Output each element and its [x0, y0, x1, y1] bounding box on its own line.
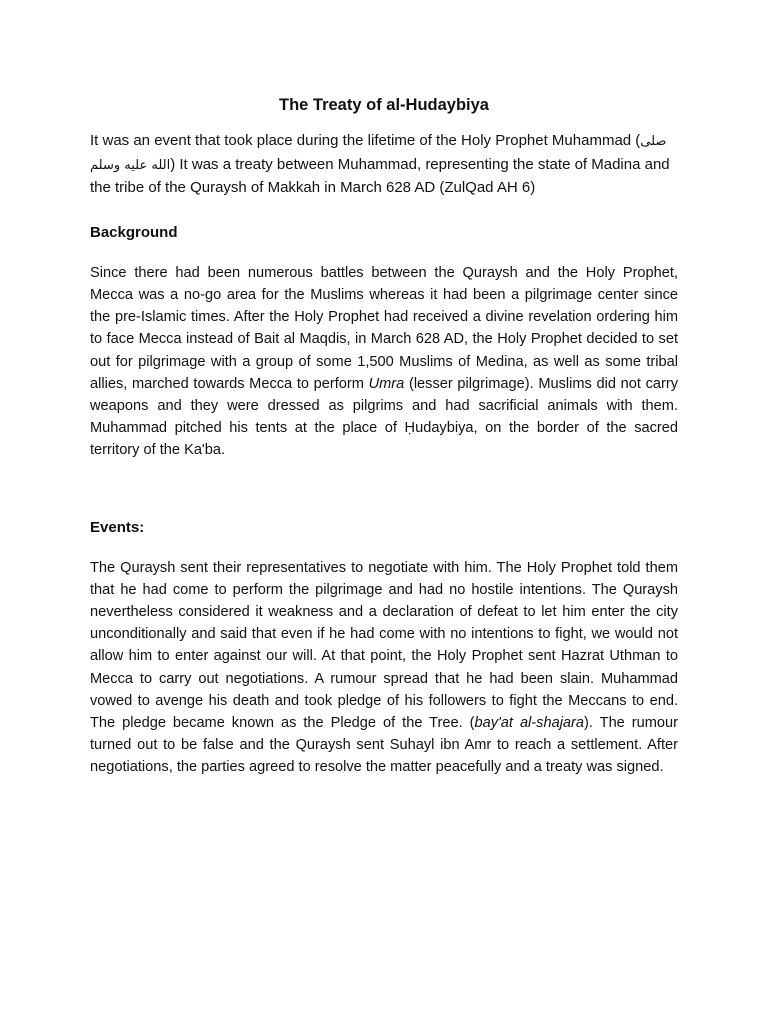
intro-text-1: It was an event that took place during the lifetime of the Holy Prophet Muhammad ( [90, 132, 641, 149]
arabic-honorific: صلى الله عليه وسلم [90, 134, 667, 173]
events-text-2: ). The rumour turned out to be false and the Quraysh sent Suhayl ibn Amr to reach a settlement. After negotiations, the parties agreed to resolve the matter peacefully and a treaty was signed. [90, 715, 678, 776]
background-heading: Background [90, 223, 178, 241]
intro-text-2: ) It was a treaty between Muhammad, representing the state of Madina and the tribe of the Quraysh of Makkah in March 628 AD (ZulQad AH 6) [90, 155, 670, 197]
document-title: The Treaty of al-Hudaybiya [279, 96, 489, 114]
background-text-1: Since there had been numerous battles between the Quraysh and the Holy Prophet, Mecca was a no-go area for the Muslims whereas it had been a pilgrimage center since the pre-Islamic times. After the Holy Prophet had received a divine revelation ordering him to face Mecca instead of Bait al Maqdis, in March 628 AD, the Holy Prophet decided to set out for pilgrimage with a group of some 1,500 Muslims of Medina, as well as some tribal allies, marched towards Mecca to perform [90, 264, 678, 392]
umra-term: Umra [368, 375, 405, 392]
pledge-term: bay'at al-shajara [474, 715, 585, 732]
events-text-1: The Quraysh sent their representatives to negotiate with him. The Holy Prophet told them that he had come to perform the pilgrimage and had no hostile intentions. The Quraysh nevertheless considered it weakness and a declaration of defeat to let him enter the city unconditionally and said that even if he had come with no intentions to fight, we would not allow him to enter against our will. At that point, the Holy Prophet sent Hazrat Uthman to Mecca to carry out negotiations. A rumour spread that he had been slain. Muhammad vowed to avenge his death and took pledge of his followers to fight the Meccans to end. The pledge became known as the Pledge of the Tree. ( [90, 559, 678, 732]
background-paragraph [90, 262, 678, 462]
events-paragraph [90, 557, 678, 779]
events-heading: Events: [90, 518, 145, 536]
intro-paragraph [90, 130, 678, 200]
background-text-2: (lesser pilgrimage). Muslims did not carry weapons and they were dressed as pilgrims and had sacrificial animals with them. Muhammad pitched his tents at the place of Ḥudaybiya, on the border of the sacred territory of the Ka'ba. [90, 375, 679, 459]
